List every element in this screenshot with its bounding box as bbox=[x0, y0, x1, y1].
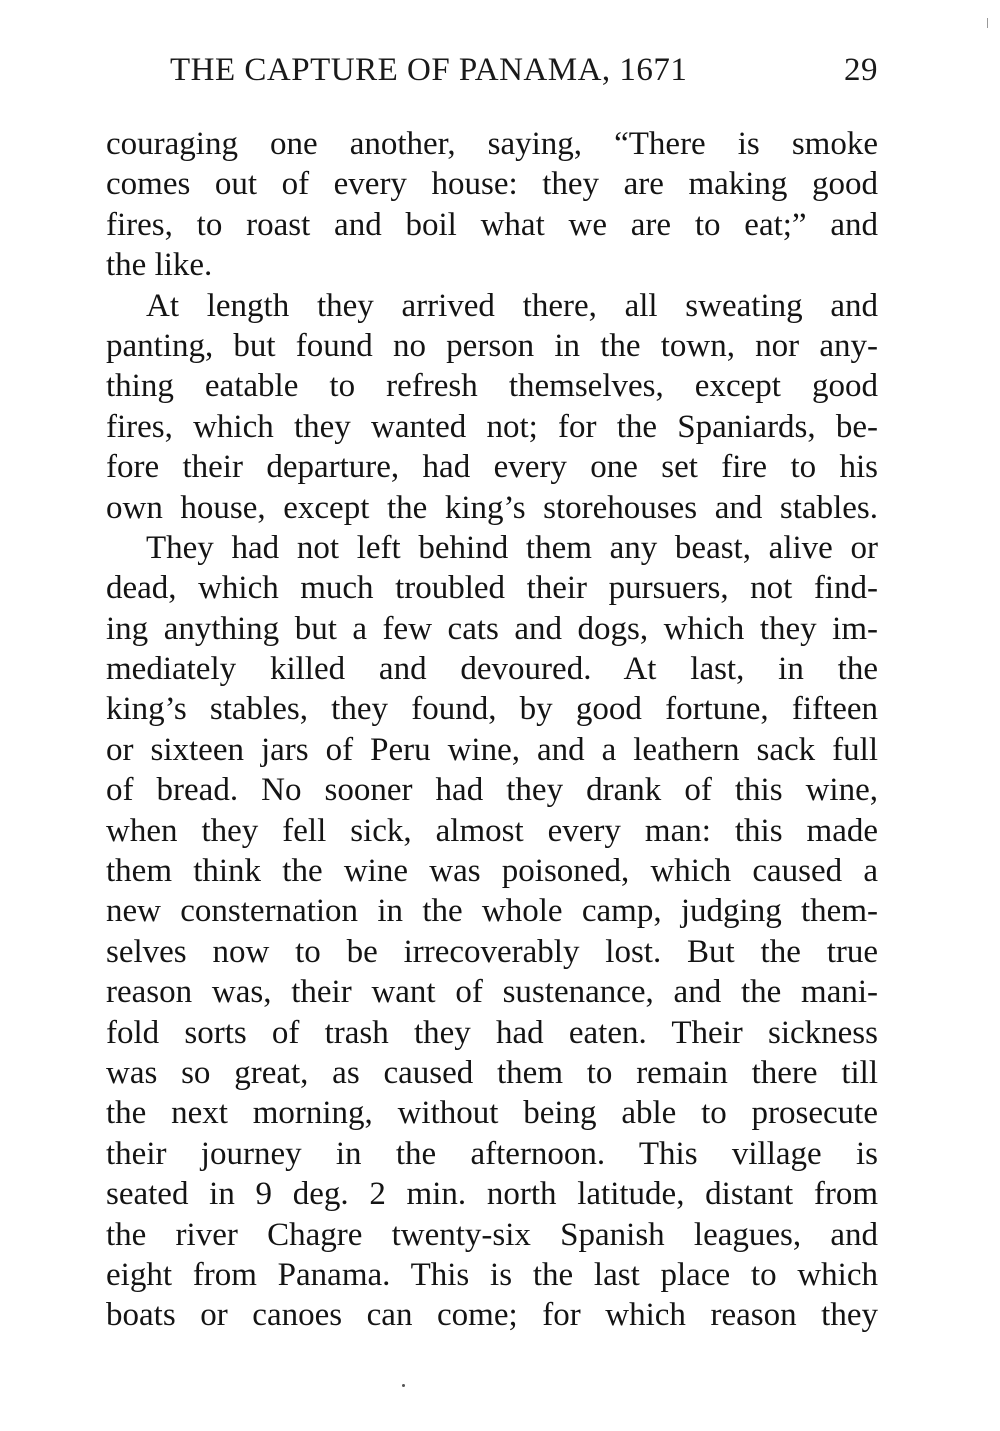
text-line: mediately killed and devoured. At last, in the bbox=[106, 651, 878, 688]
text-line: dead, which much troubled their pursuers, not find- bbox=[106, 570, 878, 607]
text-line: was so great, as caused them to remain there till bbox=[106, 1054, 878, 1091]
text-line: when they fell sick, almost every man: this made bbox=[106, 812, 878, 849]
text-line: reason was, their want of sustenance, and the mani- bbox=[106, 974, 878, 1011]
text-line: seated in 9 deg. 2 min. north latitude, distant from bbox=[106, 1176, 878, 1213]
scan-mark bbox=[987, 18, 988, 28]
scan-speck bbox=[402, 1384, 405, 1387]
text-line: eight from Panama. This is the last place to which bbox=[106, 1256, 878, 1293]
text-line: of bread. No sooner had they drank of this wine, bbox=[106, 772, 878, 809]
text-line: the like. bbox=[106, 247, 213, 284]
text-line: thing eatable to refresh themselves, except good bbox=[106, 368, 878, 405]
text-line: boats or canoes can come; for which reason they bbox=[106, 1297, 878, 1334]
page-number: 29 bbox=[844, 52, 878, 88]
text-line: ing anything but a few cats and dogs, which they im- bbox=[106, 610, 878, 647]
text-line: new consternation in the whole camp, judging them- bbox=[106, 893, 878, 930]
text-line: them think the wine was poisoned, which caused a bbox=[106, 853, 878, 890]
text-line: king’s stables, they found, by good fortune, fifteen bbox=[106, 691, 878, 728]
body-text bbox=[106, 124, 878, 1336]
text-line: They had not left behind them any beast, alive or bbox=[146, 529, 878, 566]
text-line: or sixteen jars of Peru wine, and a leathern sack full bbox=[106, 731, 878, 768]
text-line: their journey in the afternoon. This village is bbox=[106, 1135, 878, 1172]
text-line: the river Chagre twenty-six Spanish leagues, and bbox=[106, 1216, 878, 1253]
text-line: fires, which they wanted not; for the Spaniards, be- bbox=[106, 408, 878, 445]
text-line: fore their departure, had every one set fire to his bbox=[106, 449, 878, 486]
text-line: comes out of every house: they are making good bbox=[106, 166, 878, 203]
text-line: panting, but found no person in the town, nor any- bbox=[106, 327, 878, 364]
text-line: At length they arrived there, all sweating and bbox=[146, 287, 878, 324]
running-header bbox=[170, 52, 878, 104]
text-line: fires, to roast and boil what we are to eat;” and bbox=[106, 206, 878, 243]
text-line: the next morning, without being able to prosecute bbox=[106, 1095, 878, 1132]
text-line: fold sorts of trash they had eaten. Their sickness bbox=[106, 1014, 878, 1051]
running-title: THE CAPTURE OF PANAMA, 1671 bbox=[170, 52, 688, 88]
text-line: own house, except the king’s storehouses and stables. bbox=[106, 489, 878, 526]
text-line: selves now to be irrecoverably lost. But the true bbox=[106, 933, 878, 970]
text-line: couraging one another, saying, “There is smoke bbox=[106, 126, 878, 162]
